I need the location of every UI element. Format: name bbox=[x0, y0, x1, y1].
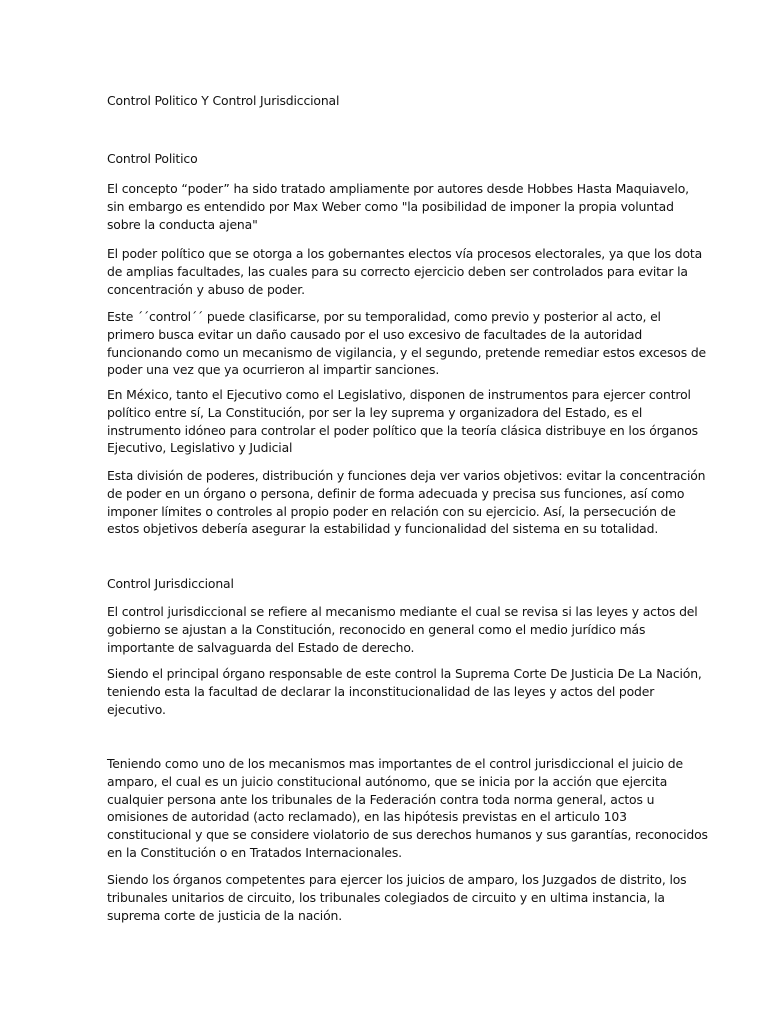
section-heading: Control Politico bbox=[107, 151, 198, 166]
paragraph: Siendo los órganos competentes para ejercer los juicios de amparo, los Juzgados de distrito, los tribunales unitarios de circuito, los tribunales colegiados de circuito y en ultima instancia, la suprema corte de justicia de la nación. bbox=[107, 872, 687, 923]
paragraph: El concepto “poder” ha sido tratado ampliamente por autores desde Hobbes Hasta Maquiavelo, sin embargo es entendido por Max Weber como "la posibilidad de imponer la propia voluntad sobre la conducta ajena" bbox=[107, 181, 689, 232]
paragraph: Esta división de poderes, distribución y funciones deja ver varios objetivos: evitar la concentración de poder en un órgano o persona, definir de forma adecuada y precisa sus funciones, así como imponer límites o controles al propio poder en relación con su ejercicio. Así, la persecución de estos objetivos debería asegurar la estabilidad y funcionalidad del sistema en su totalidad. bbox=[107, 468, 706, 537]
paragraph: En México, tanto el Ejecutivo como el Legislativo, disponen de instrumentos para ejercer control político entre sí, La Constitución, por ser la ley suprema y organizadora del Estado, es el instrumento idóneo para controlar el poder político que la teoría clásica distribuye en los órganos Ejecutivo, Legislativo y Judicial bbox=[107, 387, 698, 456]
paragraph: El control jurisdiccional se refiere al mecanismo mediante el cual se revisa si las leyes y actos del gobierno se ajustan a la Constitución, reconocido en general como el medio jurídico más importante de salvaguarda del Estado de derecho. bbox=[107, 604, 698, 655]
section-heading: Control Jurisdiccional bbox=[107, 576, 234, 591]
document-title: Control Politico Y Control Jurisdiccional bbox=[107, 93, 340, 108]
paragraph: Teniendo como uno de los mecanismos mas importantes de el control jurisdiccional el juicio de amparo, el cual es un juicio constitucional autónomo, que se inicia por la acción que ejercita cualquier persona ante los tribunales de la Federación contra toda norma general, actos u omisiones de autoridad (acto reclamado), en las hipótesis previstas en el articulo 103 constitucional y que se considere violatorio de sus derechos humanos y sus garantías, reconocidos en la Constitución o en Tratados Internacionales. bbox=[107, 756, 708, 860]
paragraph: Este ´´control´´ puede clasificarse, por su temporalidad, como previo y posterior al acto, el primero busca evitar un daño causado por el uso excesivo de facultades de la autoridad funcionando como un mecanismo de vigilancia, y el segundo, pretende remediar estos excesos de poder una vez que ya ocurrieron al impartir sanciones. bbox=[107, 309, 707, 378]
paragraph: Siendo el principal órgano responsable de este control la Suprema Corte De Justicia De La Nación, teniendo esta la facultad de declarar la inconstitucionalidad de las leyes y actos del poder ejecutivo. bbox=[107, 666, 702, 717]
paragraph: El poder político que se otorga a los gobernantes electos vía procesos electorales, ya que los dota de amplias facultades, las cuales para su correcto ejercicio deben ser controlados para evitar la concentración y abuso de poder. bbox=[107, 246, 703, 297]
